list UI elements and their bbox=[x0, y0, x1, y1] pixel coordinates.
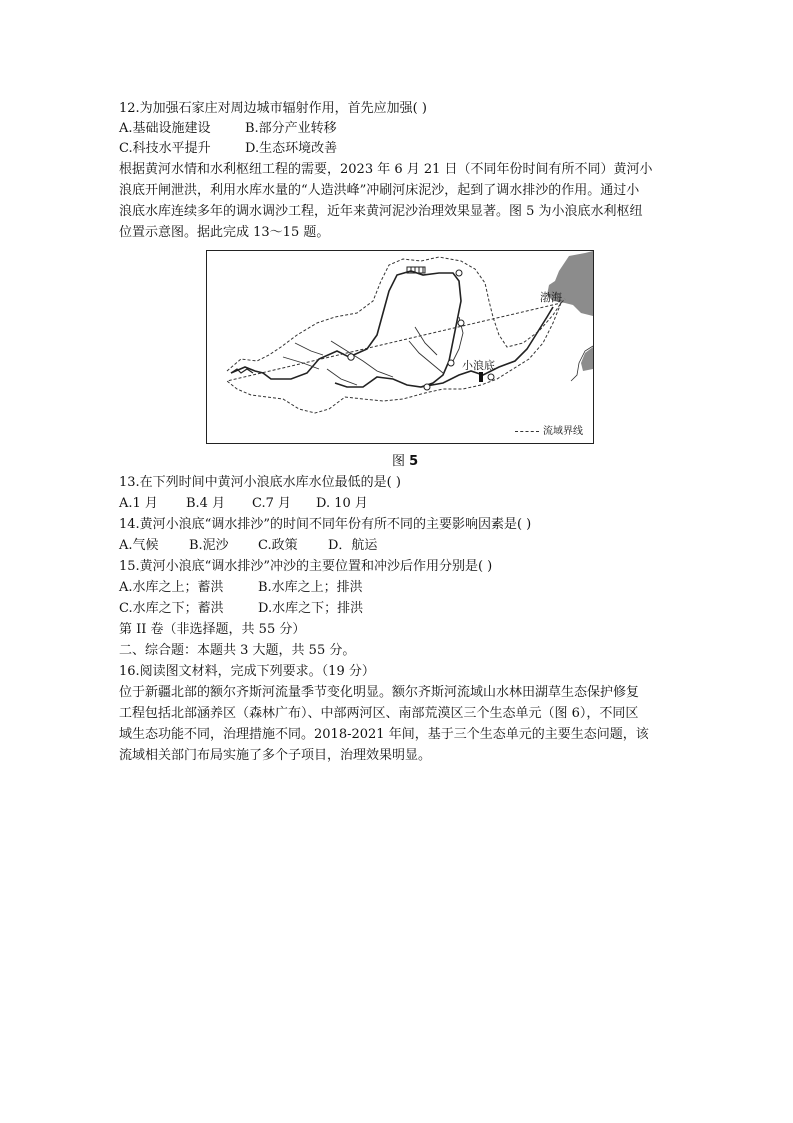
q15-stem: 15.黄河小浪底“调水排沙”冲沙的主要位置和冲沙后作用分别是( ) bbox=[119, 559, 493, 574]
q15-option-a: A.水库之上；蓄洪 bbox=[119, 580, 224, 595]
q13-option-a: A.1 月 bbox=[119, 496, 158, 511]
map-drawing bbox=[207, 251, 593, 443]
city-marker-2 bbox=[456, 270, 462, 276]
q15-option-d: D.水库之下；排洪 bbox=[258, 601, 364, 616]
q13-option-b: B.4 月 bbox=[186, 496, 226, 511]
q16-line-3: 域生态功能不同，治理措施不同。2018-2021 年间，基于三个生态单元的主要生态问题，该 bbox=[119, 727, 649, 742]
section2-heading: 二、综合题：本题共 3 大题，共 55 分。 bbox=[119, 643, 356, 658]
q14-option-b: B.泥沙 bbox=[189, 538, 229, 553]
q15-option-c: C.水库之下；蓄洪 bbox=[119, 601, 224, 616]
bohai-label: 渤海 bbox=[540, 291, 562, 304]
xiaolangdi-label: 小浪底 bbox=[462, 359, 495, 372]
river-tributary-north bbox=[409, 327, 443, 373]
q14-option-a: A.气候 bbox=[119, 538, 159, 553]
xiaolangdi-dam-marker bbox=[479, 372, 483, 382]
q16-line-4: 流域相关部门布局实施了多个子项目，治理效果明显。 bbox=[119, 748, 432, 763]
q13-option-c: C.7 月 bbox=[252, 496, 292, 511]
q14-option-c: C.政策 bbox=[258, 538, 298, 553]
q12-option-a: A.基础设施建设 bbox=[119, 121, 211, 136]
q12-stem: 12.为加强石家庄对周边城市辐射作用，首先应加强( ) bbox=[119, 101, 427, 116]
bohai-sea bbox=[547, 251, 593, 316]
city-marker-4 bbox=[448, 360, 454, 366]
city-marker-3 bbox=[458, 320, 464, 326]
material-line-1: 根据黄河水情和水利枢纽工程的需要，2023 年 6 月 21 日（不同年份时间有所不同）黄河小 bbox=[119, 162, 653, 177]
q16-line-2: 工程包括北部涵养区（森林广布）、中部两河区、南部荒漠区三个生态单元（图 6），不同区 bbox=[119, 706, 639, 721]
q12-option-b: B.部分产业转移 bbox=[245, 121, 337, 136]
river-tributary-west bbox=[283, 343, 323, 369]
material-line-4: 位置示意图。据此完成 13～15 题。 bbox=[119, 225, 330, 240]
q16-stem: 16.阅读图文材料，完成下列要求。（19 分） bbox=[119, 664, 375, 679]
section2-title: 第 II 卷（非选择题，共 55 分） bbox=[119, 622, 306, 637]
material-line-2: 浪底开闸泄洪，利用水库水量的“人造洪峰”冲刷河床泥沙，起到了调水排沙的作用。通过小 bbox=[119, 183, 640, 198]
yellow-river-main bbox=[231, 271, 553, 387]
shandong-land bbox=[581, 347, 593, 371]
q14-option-d: D．航运 bbox=[328, 538, 378, 553]
figure-caption-number: 5 bbox=[409, 454, 419, 469]
q16-line-1: 位于新疆北部的额尔齐斯河流量季节变化明显。额尔齐斯河流域山水林田湖草生态保护修复 bbox=[119, 685, 640, 700]
figure-caption bbox=[392, 450, 418, 469]
q13-stem: 13.在下列时间中黄河小浪底水库水位最低的是( ) bbox=[119, 475, 401, 490]
legend-label: 流域界线 bbox=[543, 426, 583, 437]
material-line-3: 浪底水库连续多年的调水调沙工程，近年来黄河泥沙治理效果显著。图 5 为小浪底水利枢纽 bbox=[119, 204, 643, 219]
boundary-dash-icon bbox=[515, 431, 539, 432]
city-marker-6 bbox=[488, 374, 494, 380]
map-legend bbox=[515, 422, 583, 437]
q12-option-d: D.生态环境改善 bbox=[245, 141, 338, 156]
city-marker-1 bbox=[348, 354, 354, 360]
yellow-river-map bbox=[206, 250, 594, 444]
city-marker-5 bbox=[424, 384, 430, 390]
q15-option-b: B.水库之上；排洪 bbox=[258, 580, 363, 595]
q13-option-d: D. 10 月 bbox=[316, 496, 368, 511]
q14-stem: 14.黄河小浪底“调水排沙”的时间不同年份有所不同的主要影响因素是( ) bbox=[119, 517, 532, 532]
figure-caption-prefix: 图 bbox=[392, 454, 406, 469]
basin-boundary bbox=[227, 257, 565, 413]
q12-option-c: C.科技水平提升 bbox=[119, 141, 211, 156]
